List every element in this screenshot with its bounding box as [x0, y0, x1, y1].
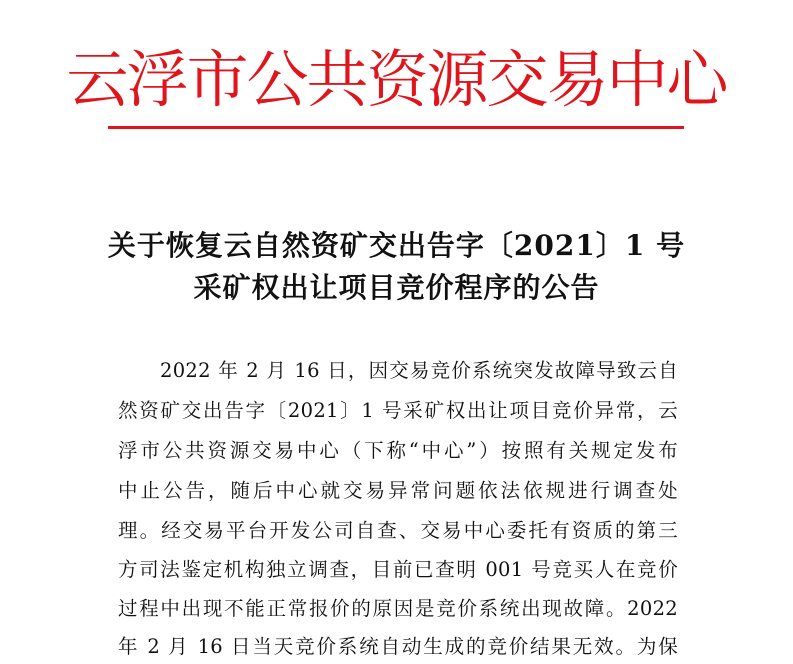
notice-title-line-1: 关于恢复云自然资矿交出告字〔2021〕1 号 — [107, 229, 686, 262]
masthead-red-rule — [108, 126, 684, 129]
body-line-6: 方司法鉴定机构独立调查，目前已查明 001 号竞买人在竞价 — [118, 558, 678, 581]
body-line-5: 理。经交易平台开发公司自查、交易中心委托有资质的第三 — [118, 519, 678, 542]
body-line-2: 然资矿交出告字〔2021〕1 号采矿权出让项目竞价异常，云 — [118, 399, 678, 422]
body-line-8: 年 2 月 16 日当天竞价系统自动生成的竞价结果无效。为保 — [118, 635, 678, 658]
body-line-7: 过程中出现不能正常报价的原因是竞价系统出现故障。2022 — [118, 597, 678, 620]
notice-title-line-2: 采矿权出让项目竞价程序的公告 — [193, 271, 600, 304]
masthead-title: 云浮市公共资源交易中心 — [66, 43, 727, 116]
body-line-3: 浮市公共资源交易中心（下称“中心”）按照有关规定发布 — [118, 439, 678, 462]
body-line-1: 2022 年 2 月 16 日，因交易竞价系统突发故障导致云自 — [160, 359, 678, 382]
body-line-4: 中止公告，随后中心就交易异常问题依法依规进行调查处 — [118, 479, 678, 502]
